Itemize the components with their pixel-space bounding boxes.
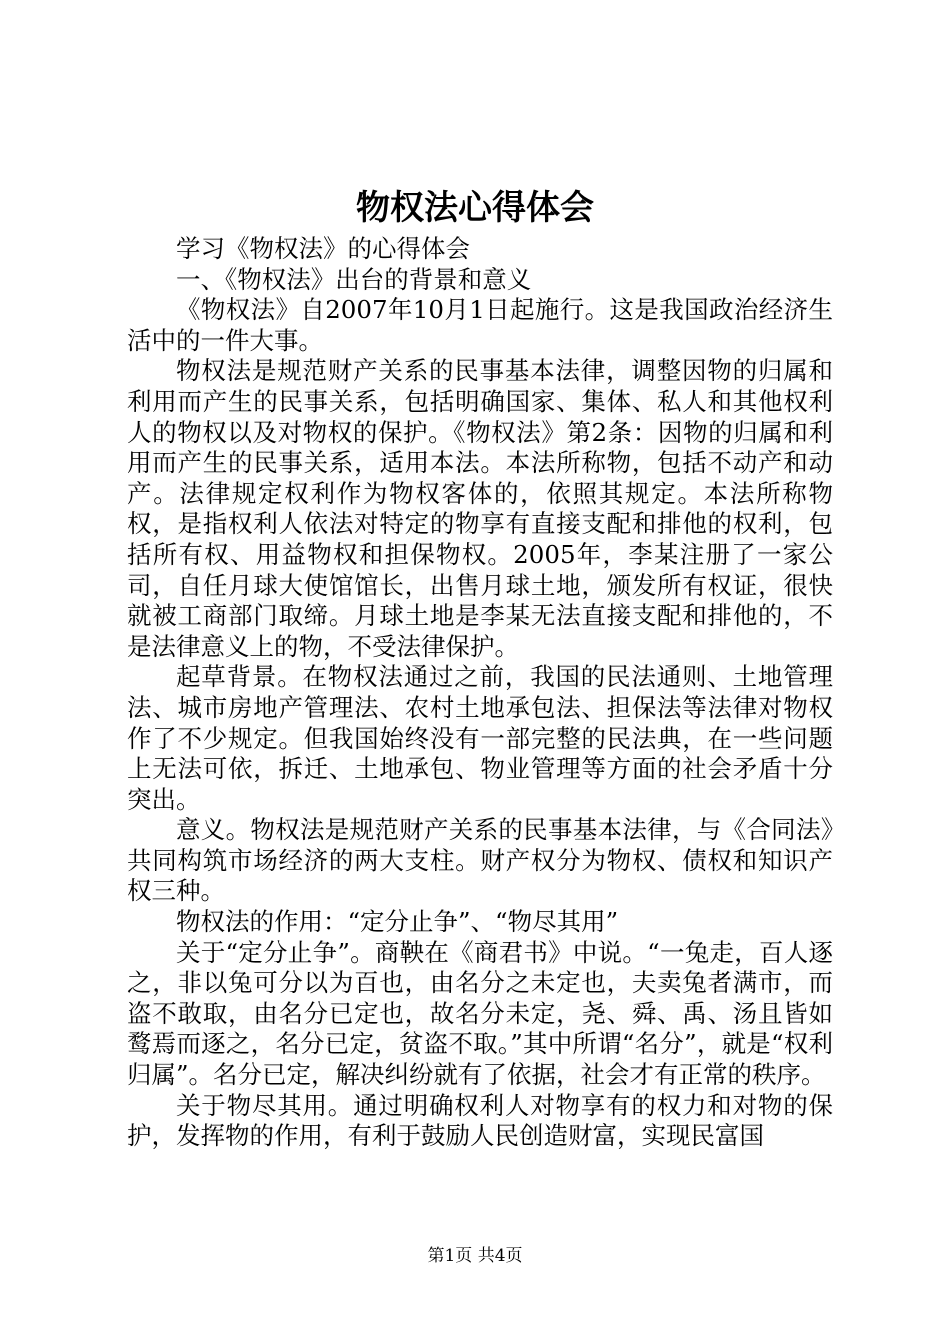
document-title: 物权法心得体会 (356, 188, 594, 228)
section-heading: 一、《物权法》出台的背景和意义 (176, 264, 532, 294)
body-paragraph: 意义。物权法是规范财产关系的民事基本法律，与《合同法》共同构筑市场经济的两大支柱。财产权分为物权、债权和知识产权三种。 (127, 815, 833, 906)
section-subheading: 物权法的作用：“定分止争”、“物尽其用” (176, 907, 619, 937)
body-paragraph: 关于物尽其用。通过明确权利人对物享有的权力和对物的保护，发挥物的作用，有利于鼓励人民创造财富，实现民富国 (127, 1090, 833, 1151)
body-paragraph: 物权法是规范财产关系的民事基本法律，调整因物的归属和利用而产生的民事关系，包括明确国家、集体、私人和其他权利人的物权以及对物权的保护。《物权法》第2条：因物的归属和利用而产生的民事关系，适用本法。本法所称物，包括不动产和动产。法律规定权利作为物权客体的，依照其规定。本法所称物权，是指权利人依法对特定的物享有直接支配和排他的权利，包括所有权、用益物权和担保物权。2005年，李某注册了一家公司，自任月球大使馆馆长，出售月球土地，颁发所有权证，很快就被工商部门取缔。月球土地是李某无法直接支配和排他的，不是法律意义上的物，不受法律保护。 (127, 356, 833, 661)
subtitle-paragraph: 学习《物权法》的心得体会 (176, 234, 470, 263)
body-paragraph: 关于“定分止争”。商鞅在《商君书》中说。“一兔走，百人逐之，非以兔可分以为百也，由名分之未定也，夫卖兔者满市，而盗不敢取，由名分已定也，故名分未定，尧、舜、禹、汤且皆如鹜焉而逐之，名分已定，贫盗不取。”其中所谓“名分”，就是“权利归属”。名分已定，解决纠纷就有了依据，社会才有正常的秩序。 (127, 937, 833, 1090)
document-body (127, 234, 833, 1152)
body-paragraph: 《物权法》自2007年10月1日起施行。这是我国政治经济生活中的一件大事。 (127, 295, 833, 355)
page-number-footer: 第1页 共4页 (427, 1246, 523, 1266)
body-paragraph: 起草背景。在物权法通过之前，我国的民法通则、土地管理法、城市房地产管理法、农村土地承包法、担保法等法律对物权作了不少规定。但我国始终没有一部完整的民法典，在一些问题上无法可依，拆迁、土地承包、物业管理等方面的社会矛盾十分突出。 (127, 662, 833, 814)
